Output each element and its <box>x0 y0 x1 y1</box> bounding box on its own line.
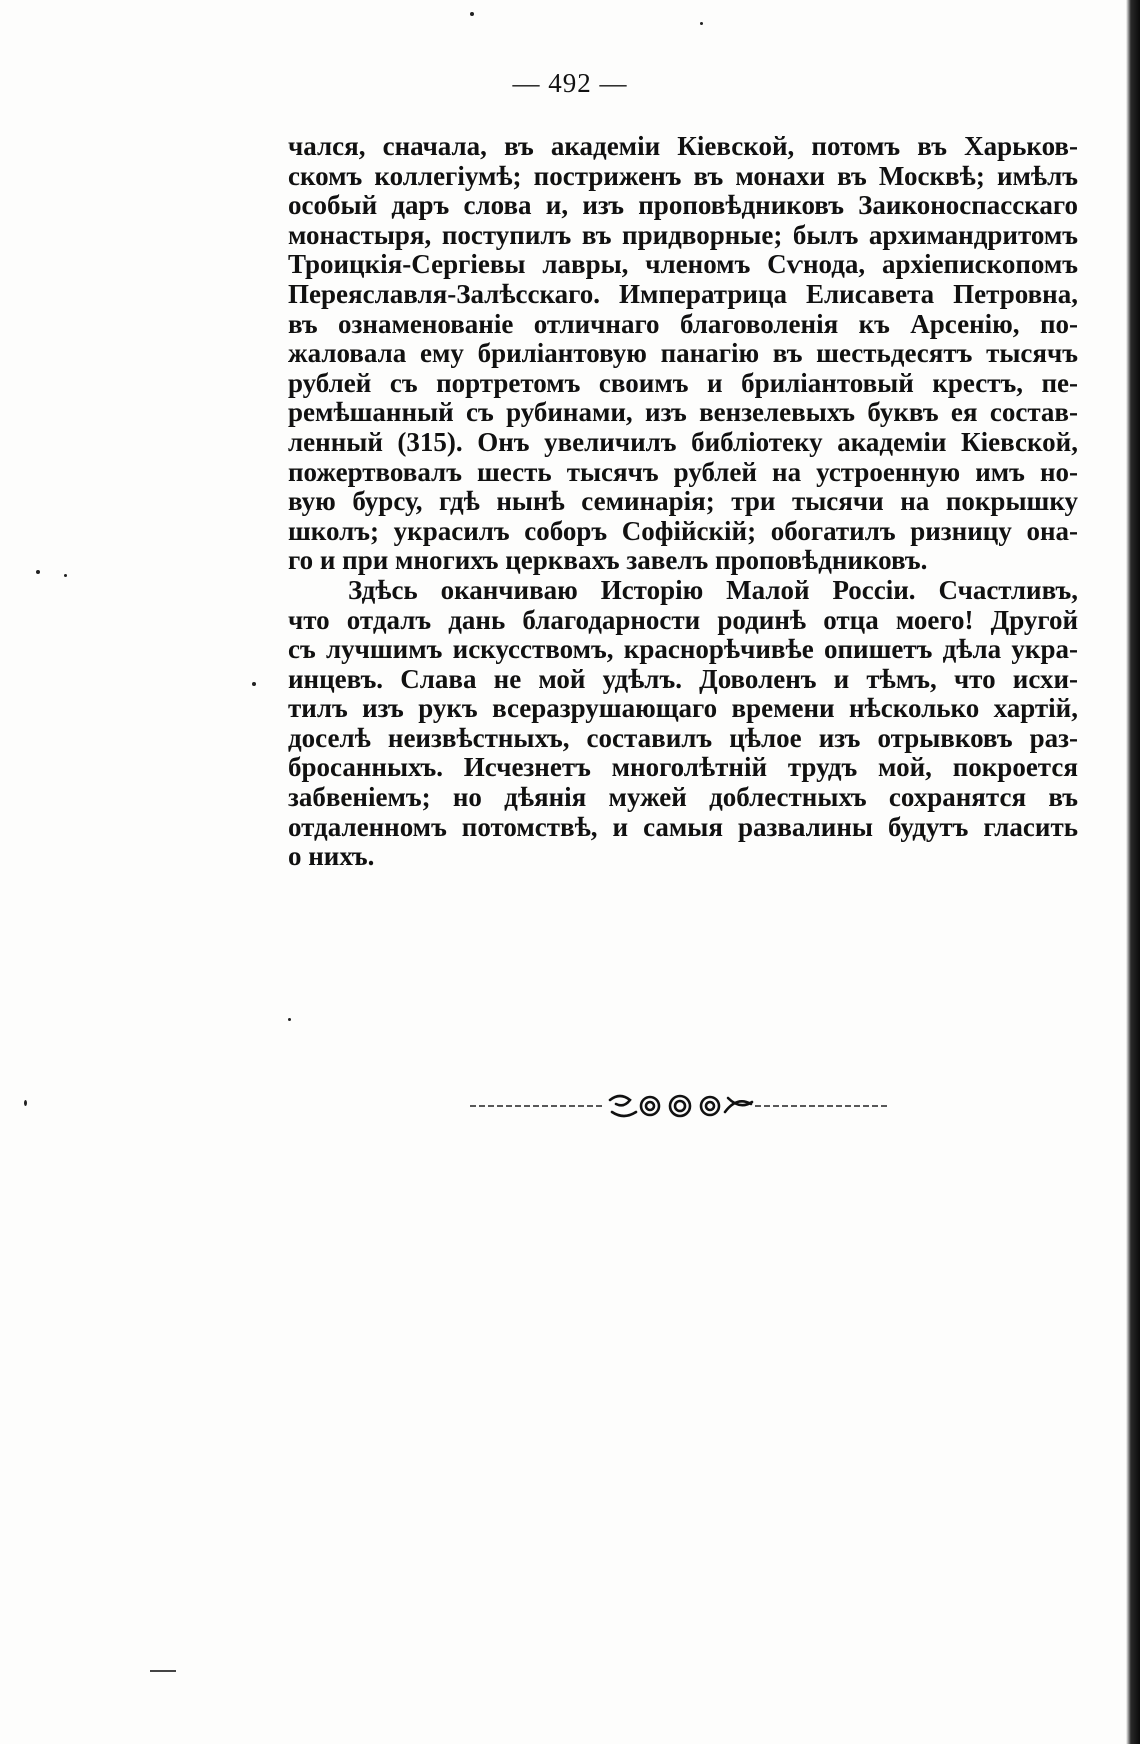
scan-speck <box>700 22 703 25</box>
scan-mark <box>150 1670 176 1672</box>
text-line: доселѣ неизвѣстныхъ, составилъ цѣлое изъ отрывковъ раз- <box>288 722 1078 753</box>
text-line: пожертвовалъ шесть тысячъ рублей на устроенную имъ но- <box>288 456 1078 487</box>
text-line: вую бурсу, гдѣ нынѣ семинарія; три тысячи на покрышку <box>288 486 1078 517</box>
text-line: Переяславля-Залѣсскаго. Императрица Елисавета Петровна, <box>288 278 1078 309</box>
text-line: съ лучшимъ искусствомъ, краснорѣчивѣе опишетъ дѣла укра- <box>288 634 1078 665</box>
scan-speck <box>64 574 67 577</box>
text-line: школъ; украсилъ соборъ Софійскій; обогатилъ ризницу она- <box>288 515 1078 546</box>
text-line: го и при многихъ церквахъ завелъ проповѣдниковъ. <box>288 545 928 576</box>
text-line: особый даръ слова и, изъ проповѣдниковъ Заиконоспасскаго <box>288 190 1078 221</box>
text-line: въ ознаменованіе отличнаго благоволенія къ Арсенію, по- <box>288 308 1078 339</box>
scan-speck <box>470 12 474 16</box>
text-line: Здѣсь оканчиваю Исторію Малой Россіи. Счастливъ, <box>348 574 1078 605</box>
text-line: ленный (315). Онъ увеличилъ библіотеку академіи Кіевской, <box>288 426 1078 457</box>
scan-speck <box>24 1100 27 1106</box>
text-line: что отдалъ дань благодарности родинѣ отца моего! Другой <box>288 604 1078 635</box>
text-line: монастыря, поступилъ въ придворные; былъ архимандритомъ <box>288 219 1078 250</box>
scan-speck <box>36 570 40 574</box>
text-line: рублей съ портретомъ своимъ и бриліантовый крестъ, пе- <box>288 367 1078 398</box>
text-line: Троицкія-Сергіевы лавры, членомъ Сѵнода, архіепископомъ <box>288 249 1078 280</box>
text-line: ремѣшанный съ рубинами, изъ вензелевыхъ буквъ ея состав- <box>288 397 1078 428</box>
text-line: тилъ изъ рукъ всеразрушающаго времени нѣсколько хартій, <box>288 693 1078 724</box>
scan-speck <box>252 682 256 686</box>
page-edge-shadow <box>1126 0 1140 1744</box>
text-line: бросанныхъ. Исчезнетъ многолѣтній трудъ мой, покроется <box>288 752 1078 783</box>
body-text <box>288 132 1078 872</box>
fleuron-divider-icon <box>470 1088 890 1124</box>
page-number: — 492 — <box>512 68 628 98</box>
scan-speck <box>288 1018 291 1021</box>
paragraph-1 <box>288 132 1078 576</box>
text-line: скомъ коллегіумѣ; постриженъ въ монахи въ Москвѣ; имѣлъ <box>288 160 1078 191</box>
text-line: жаловала ему бриліантовую панагію въ шестьдесятъ тысячъ <box>288 338 1078 369</box>
text-line: забвеніемъ; но дѣянія мужей доблестныхъ сохранятся въ <box>288 782 1078 813</box>
paragraph-2 <box>288 576 1078 872</box>
text-line: чался, сначала, въ академіи Кіевской, потомъ въ Харьков- <box>288 131 1078 161</box>
text-line: отдаленномъ потомствѣ, и самыя развалины будутъ гласить <box>288 811 1078 842</box>
text-line: о нихъ. <box>288 841 375 872</box>
text-line: инцевъ. Слава не мой удѣлъ. Доволенъ и тѣмъ, что исхи- <box>288 663 1078 694</box>
